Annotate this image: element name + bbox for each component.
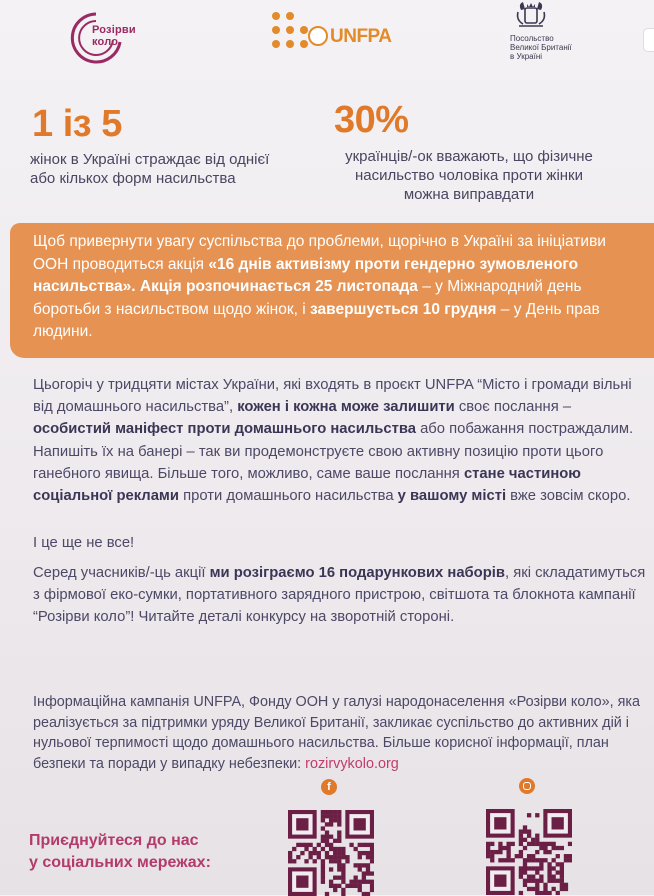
banner-text: Щоб привернути увагу суспільства до проблеми, щорічно в Україні за ініціативи ООН проводиться акція	[33, 233, 606, 273]
para-text: Цьогоріч у тридцяти містах України, які входять в проєкт UNFPA “Місто і громади вільні від домашнього насильства”,	[33, 377, 632, 416]
para-bold: кожен і кожна може залишити	[237, 399, 455, 416]
stat-value: 1 із 5	[32, 103, 122, 145]
para-bold: у вашому місті	[397, 488, 507, 505]
paragraph-manifesto	[33, 374, 653, 507]
para-bold: стане частиною соціальної реклами	[33, 465, 581, 505]
stat-value: 30%	[334, 99, 409, 141]
social-line-1: Приєднуйтеся до нас	[29, 832, 199, 849]
stat-30-percent	[334, 98, 634, 204]
para-text: , які складатимуться з фірмової еко-сумки, портативного зарядного пристрою, світшота та блокнота кампанії “Розірви коло”! Читайте деталі конкурсу на зворотній стороні.	[33, 565, 646, 626]
embassy-line-3: в Україні	[510, 52, 543, 61]
unfpa-logo	[272, 12, 392, 64]
banner-bold-text: «16 днів активізму проти гендерно зумовленого насильства». Акція розпочинається 25 листопада	[33, 255, 579, 295]
stat-text-line-3: можна виправдати	[403, 186, 535, 203]
facebook-icon[interactable]: f	[321, 779, 337, 795]
para-text: Інформаційна кампанія UNFPA, Фонду ООН у галузі народонаселення «Розірви коло», яка реалізується за підтримки уряду Великої Британії, закликає суспільство до активних дій і нульової терпимості щодо домашнього насильства. Більше корисної інформації, план безпеки та поради у випадку небезпеки:	[33, 694, 641, 772]
para-text: Серед учасників/-ць акції	[33, 565, 210, 581]
para-text: проти домашнього насильства	[178, 488, 398, 505]
embassy-line-1: Посольство	[510, 34, 554, 43]
stat-text-line-2: насильство чоловіка проти жінки	[354, 167, 584, 184]
social-line-2: у соціальних мережах:	[29, 854, 211, 871]
para-text: своє послання –	[454, 399, 572, 416]
banner-text: – у Міжнародний день боротьби з насильством щодо жінок, і	[33, 278, 582, 318]
royal-crest-icon	[514, 0, 548, 32]
facebook-qr-code-icon[interactable]	[288, 810, 374, 896]
embassy-line-2: Великої Британії	[510, 43, 572, 52]
para-bold: особистий маніфест проти домашнього насильства	[33, 421, 416, 438]
instagram-icon[interactable]	[519, 778, 535, 794]
website-link[interactable]: rozirvykolo.org	[305, 755, 399, 772]
stat-1-in-5	[30, 102, 330, 188]
side-tab	[643, 28, 654, 52]
paragraph-giveaway	[33, 562, 653, 629]
para-bold: ми розіграємо 16 подарункових наборів	[209, 565, 505, 581]
logo-line-1: Розірви	[92, 24, 136, 36]
logo-line-2: коло	[92, 36, 119, 48]
stat-text-line-2: або кількох форм насильства	[30, 170, 236, 187]
banner-end-date: завершується 10 грудня	[310, 300, 497, 318]
banner-text: – у День прав людини.	[33, 300, 600, 340]
para-text: вже зовсім скоро.	[506, 488, 631, 505]
rozirvy-kolo-logo	[66, 10, 136, 66]
un-emblem-icon	[308, 26, 328, 46]
paragraph-not-all: І це ще не все!	[33, 535, 135, 551]
stat-text-line-1: жінок в Україні страждає від однієї	[30, 151, 270, 168]
instagram-qr-code-icon[interactable]	[486, 809, 572, 895]
stat-text-line-1: українців/-ок вважають, що фізичне	[345, 148, 593, 165]
campaign-banner	[10, 223, 654, 358]
social-callout	[29, 830, 211, 874]
para-text: або побажання постраждалим. Напишіть їх на банері – так ви продемонструєте свою активну позицію проти цього ганебного явища. Більше того, можливо, саме ваше послання	[33, 421, 634, 482]
paragraph-info	[33, 692, 653, 774]
embassy-logo	[506, 0, 586, 70]
unfpa-wordmark: UNFPA	[330, 26, 392, 47]
